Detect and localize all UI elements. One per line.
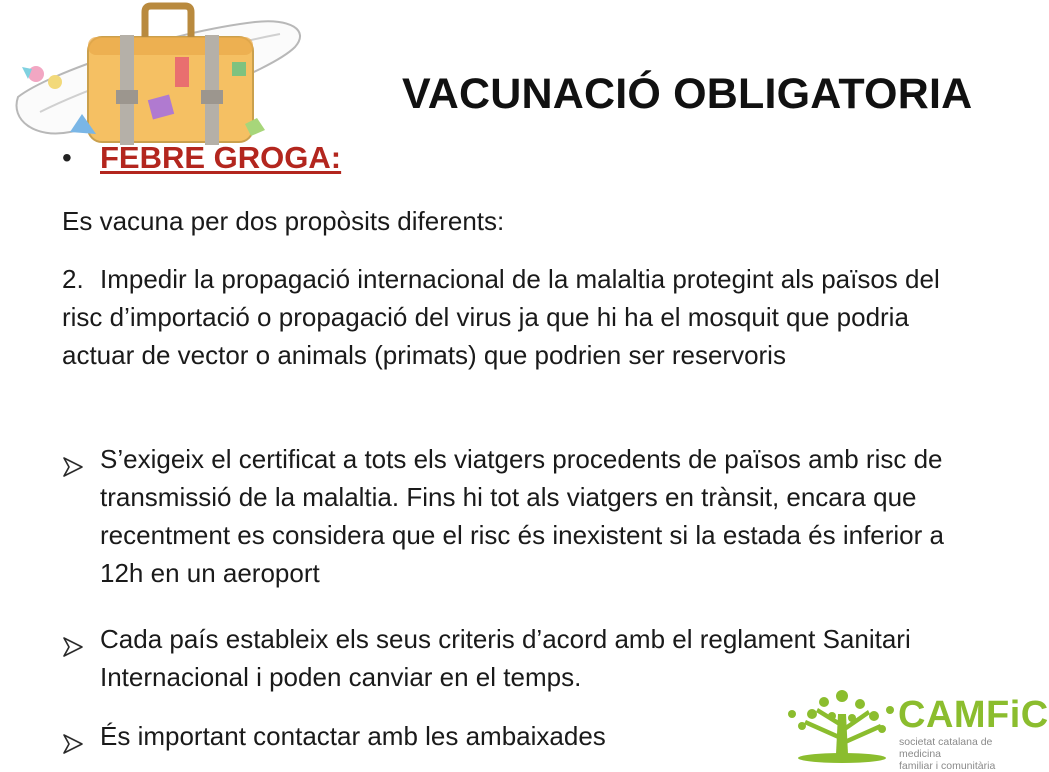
- arrow-bullet-icon: [62, 717, 100, 764]
- list-item-text: És important contactar amb les ambaixades: [100, 721, 606, 751]
- point-text: [62, 260, 952, 374]
- logo-subtitle: [899, 736, 1019, 772]
- slide-title: VACUNACIÓ OBLIGATORIA: [402, 70, 973, 118]
- logo-subtitle-line2: familiar i comunitària: [899, 760, 996, 772]
- list-item-text: Cada país estableix els seus criteris d’acord amb el reglament Sanitari Internacional i poden canviar en el temps.: [100, 624, 911, 692]
- heading-row: [62, 140, 341, 176]
- point-number: 2.: [62, 264, 84, 294]
- arrow-bullet-icon: [62, 440, 100, 592]
- intro-text: Es vacuna per dos propòsits diferents:: [62, 206, 505, 236]
- numbered-point: [62, 260, 952, 374]
- bullet-dot: •: [62, 142, 72, 173]
- point-text-content: Impedir la propagació internacional de la malaltia protegint als països del risc d’importació o propagació del virus ja que hi ha el mosquit que podria actuar de vector o animals (primats) que podrien ser reservoris: [62, 264, 940, 370]
- suitcase-illustration: [10, 2, 340, 152]
- list-item: [62, 440, 962, 592]
- arrow-bullet-icon: [62, 620, 100, 696]
- logo-subtitle-line1: societat catalana de medicina: [899, 736, 993, 760]
- logo-name: CAMFiC: [898, 694, 1049, 736]
- section-heading: FEBRE GROGA:: [100, 140, 342, 175]
- list-item-text: S’exigeix el certificat a tots els viatgers procedents de països amb risc de transmissió de la malaltia. Fins hi tot als viatgers en trànsit, encara que recentment es considera que el risc és inexistent si la estada és inferior a 12h en un aeroport: [100, 444, 944, 588]
